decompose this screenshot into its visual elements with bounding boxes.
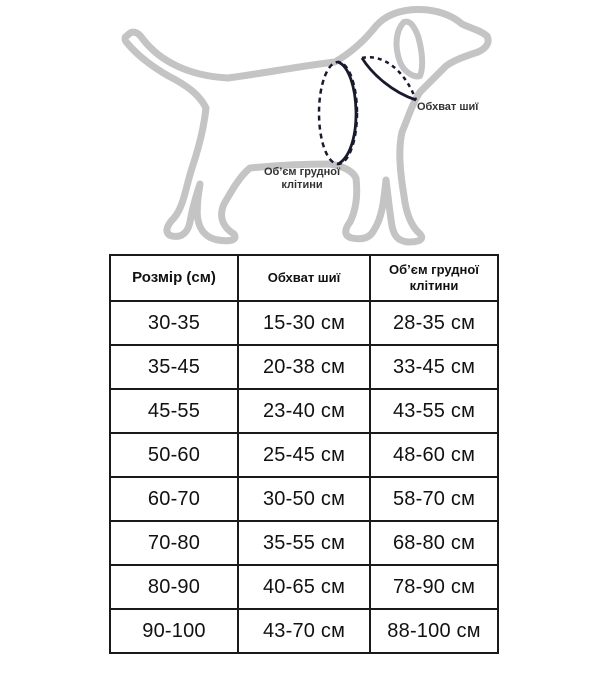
- table-row: [110, 609, 498, 653]
- table-row: [110, 301, 498, 345]
- neck-cell: 43-70 см: [238, 609, 370, 653]
- neck-cell: 30-50 см: [238, 477, 370, 521]
- size-cell: 30-35: [110, 301, 238, 345]
- size-cell: 60-70: [110, 477, 238, 521]
- dog-ear-outline: [397, 22, 423, 77]
- chest-cell: 88-100 см: [370, 609, 498, 653]
- chest-cell: 68-80 см: [370, 521, 498, 565]
- chest-cell: 58-70 см: [370, 477, 498, 521]
- table-header-row: [110, 255, 498, 301]
- table-row: [110, 477, 498, 521]
- header-neck-girth: Обхват шиї: [238, 255, 370, 301]
- chest-cell: 28-35 см: [370, 301, 498, 345]
- dog-body-outline: [125, 10, 488, 242]
- chest-cell: 48-60 см: [370, 433, 498, 477]
- header-size: Розмір (см): [110, 255, 238, 301]
- neck-cell: 25-45 см: [238, 433, 370, 477]
- dog-outline-illustration: [0, 0, 615, 250]
- neck-cell: 15-30 см: [238, 301, 370, 345]
- size-cell: 70-80: [110, 521, 238, 565]
- table-row: [110, 345, 498, 389]
- neck-cell: 40-65 см: [238, 565, 370, 609]
- table-row: [110, 389, 498, 433]
- table-row: [110, 565, 498, 609]
- size-cell: 35-45: [110, 345, 238, 389]
- size-chart-table: [109, 254, 499, 654]
- neck-cell: 35-55 см: [238, 521, 370, 565]
- neck-girth-label: Обхват шиї: [417, 101, 479, 113]
- size-cell: 80-90: [110, 565, 238, 609]
- chest-cell: 43-55 см: [370, 389, 498, 433]
- neck-cell: 23-40 см: [238, 389, 370, 433]
- header-chest-girth: Об’єм грудної клітини: [370, 255, 498, 301]
- chest-cell: 78-90 см: [370, 565, 498, 609]
- table-row: [110, 521, 498, 565]
- size-cell: 50-60: [110, 433, 238, 477]
- neck-cell: 20-38 см: [238, 345, 370, 389]
- chest-girth-label: Об’єм грудної клітини: [263, 166, 341, 191]
- chest-cell: 33-45 см: [370, 345, 498, 389]
- size-cell: 45-55: [110, 389, 238, 433]
- table-row: [110, 433, 498, 477]
- dog-measurement-diagram: [0, 0, 615, 250]
- size-cell: 90-100: [110, 609, 238, 653]
